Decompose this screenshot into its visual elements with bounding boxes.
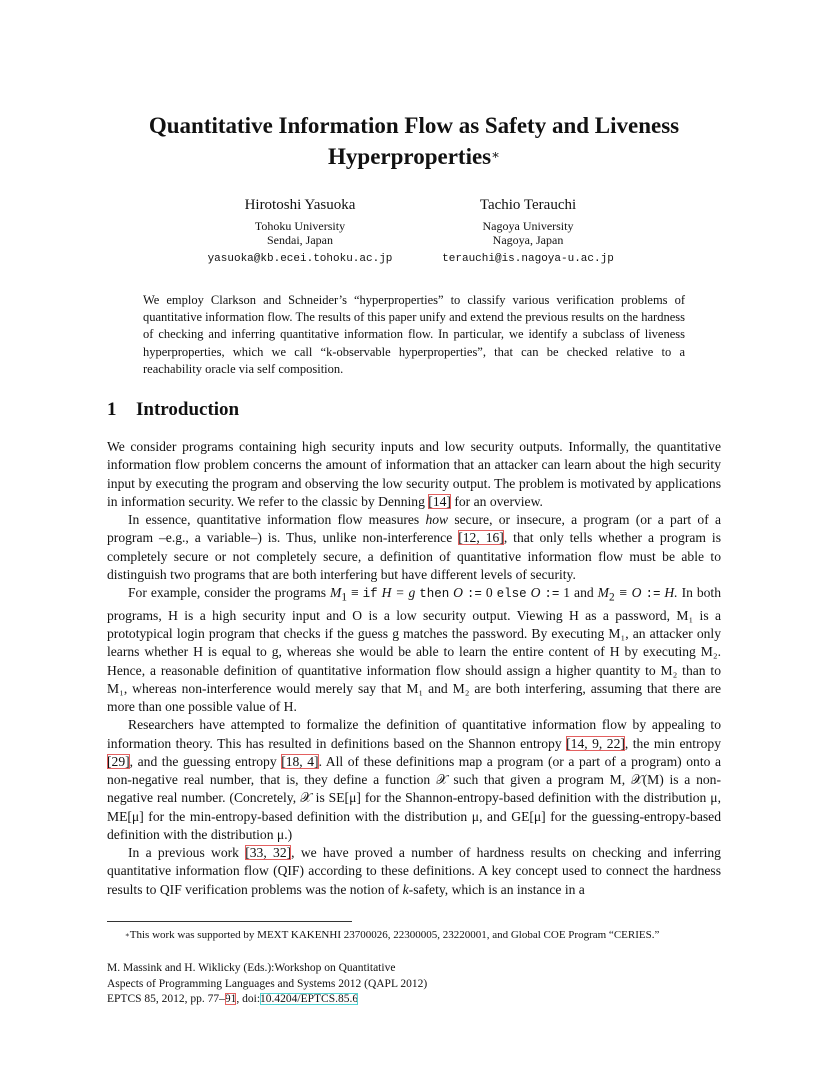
citation-link[interactable]: [33, 32] [245, 845, 292, 861]
text-run: Researchers have attempted to formalize the definition of quantitative information flow by appealing to information theory. This has resulted in definitions based on the Shannon entropy [107, 717, 721, 751]
author-affiliation: Tohoku University [254, 219, 346, 233]
text-run: ≡ [347, 585, 363, 600]
publication-info [107, 961, 427, 1008]
text-run: for an overview. [450, 493, 543, 509]
text-run: . All of these definitions map a program (or a part of a program) onto a non-negative real number, that is, they define a function 𝒳 such that given a program M, 𝒳(M) is a non-negative real number. (Concretely, 𝒳 is SE[μ] for the Shannon-entropy-based definition with the distribution μ, ME[μ] for the min-entropy-based definition with the distribution μ, and GE[μ] for the guessing-entropy-based definition with the distribution μ.) [107, 753, 721, 842]
text-run: , that only tells whether a program is completely secure or not completely secure, a definition of quantitative information flow must be able to distinguish two programs that are both interfering but have different levels of security. [107, 530, 722, 582]
footnote [125, 928, 659, 942]
footnote-text: This work was supported by MEXT KAKENHI 23700026, 22300005, 23220001, and Global COE Program “CERIES.” [129, 929, 660, 941]
abstract-text: We employ Clarkson and Schneider’s “hyperproperties” to classify various verification problems of quantitative information flow. The results of this paper unify and extend the previous results on the hardness of checking and inferring quantitative information flow. In particular, we identify a subclass of liveness hyperproperties, which we call “k-observable hyperproperties”, that can be checked relative to a reachability oracle via self composition. [143, 293, 685, 376]
last-page-link[interactable]: 91 [224, 993, 237, 1005]
code-op: := [645, 587, 661, 601]
text-run: , we have proved a number of hardness results on checking and inferring quantitative information flow (QIF) according to these definitions. A key concept used to connect the hardness results to QIF verification problems was the notion of [107, 845, 721, 897]
citation-link[interactable]: [29] [107, 753, 130, 769]
footnote-divider [107, 921, 352, 922]
text-run: In essence, quantitative information flow measures [128, 512, 426, 527]
author-location: Nagoya, Japan [492, 233, 564, 247]
footnote-mark: ∗ [125, 931, 130, 939]
math-var: O [449, 585, 467, 600]
title-footnote-mark: ∗ [491, 147, 500, 162]
text-run: 0 [481, 585, 497, 600]
paper-title [107, 110, 721, 172]
text-run: and [570, 585, 598, 600]
citation-link[interactable]: [12, 16] [458, 530, 504, 546]
code-keyword: if [362, 587, 378, 601]
text-run: In a previous work [128, 845, 246, 861]
author-email[interactable]: terauchi@is.nagoya-u.ac.jp [442, 253, 614, 265]
paper-title-text: Quantitative Information Flow as Safety and Liveness Hyperproperties [148, 113, 680, 169]
section-number: 1 [107, 399, 117, 420]
author-name: Hirotoshi Yasuoka [244, 197, 356, 213]
paragraph-5 [107, 844, 721, 899]
section-heading [107, 399, 239, 421]
author-name: Tachio Terauchi [479, 197, 577, 213]
math-var: M [330, 585, 342, 600]
math-var: k [402, 881, 409, 897]
emphasis: how [425, 512, 449, 527]
math-expr: ≡ O [614, 585, 646, 600]
pubinfo-line [107, 992, 427, 1008]
paragraph-4 [107, 716, 721, 844]
math-var: H. [660, 585, 678, 600]
text-run: In both programs, H is a high security input and O is a low security output. Viewing H as a password, M₁ is a prototypical login program that checks if the guess g matches the password. By executing M₁, an attacker only learns whether H is equal to g, whereas she would be able to learn the entire content of H by executing M₂. Hence, a reasonable definition of quantitative information flow should assign a higher quantity to M₂ than to M₁, whereas non-interference would merely say that M₁ and M₂ are both interfering, assuming that there are more than one possible value of H. [107, 585, 721, 715]
author-email[interactable]: yasuoka@kb.ecei.tohoku.ac.jp [207, 253, 393, 265]
paragraph-1 [107, 438, 721, 511]
abstract [143, 292, 685, 378]
pubinfo-line: Aspects of Programming Languages and Systems 2012 (QAPL 2012) [107, 977, 428, 990]
code-op: := [466, 587, 482, 601]
code-op: := [544, 587, 560, 601]
code-keyword: then [419, 587, 450, 601]
text-run: secure, or insecure, a program (or a part of a program –e.g., a variable–) is. Thus, unlike non-interference [107, 512, 721, 546]
math-var: M [597, 585, 609, 600]
body-text [107, 438, 721, 899]
author-location: Sendai, Japan [267, 233, 333, 247]
text-run: For example, consider the programs [128, 585, 331, 600]
citation-link[interactable]: [18, 4] [281, 753, 319, 769]
text-run: EPTCS 85, 2012, pp. 77– [107, 993, 225, 1005]
paragraph-3: For example, consider the programs $M_1$ ≡ if H = g then O := 0 else O := 1 and $M_2 \equiv O$ := H. In both programs, H is a high security input and O is a low security output. Viewing H as a password, M₁ is a prototypical login program that checks if the guess g matches the password. By executing M₁, an attacker only learns whether H is equal to g, whereas she would be able to learn the entire content of H by executing M₂. Hence, a reasonable definition of quantitative information flow should assign a higher quantity to M₂ than to M₁, whereas non-interference would merely say that M₁ and M₂ are both interfering, assuming that there are more than one possible value of H. [107, 585, 721, 715]
citation-link[interactable]: [14] [428, 493, 451, 509]
author-block-2 [378, 194, 678, 266]
text-run: , and the guessing entropy [129, 753, 282, 769]
math-expr: H = g [377, 585, 420, 600]
citation-link[interactable]: [14, 9, 22] [566, 735, 625, 751]
text-run: We consider programs containing high security inputs and low security outputs. Informally, the quantitative information flow problem concerns the amount of information that an attacker can learn about the high security input by executing the program and observing the low security output. The problem is motivated by applications in information security. We refer to the classic by Denning [107, 439, 721, 509]
text-run: , the min entropy [624, 735, 721, 751]
text-run: -safety, which is an instance in a [408, 881, 585, 897]
text-run: , doi: [236, 993, 261, 1005]
code-keyword: else [496, 587, 527, 601]
pubinfo-line: M. Massink and H. Wiklicky (Eds.):Workshop on Quantitative [107, 962, 396, 974]
doi-link[interactable]: 10.4204/EPTCS.85.6 [260, 993, 359, 1005]
section-title: Introduction [136, 399, 240, 420]
text-run: 1 [559, 585, 571, 600]
paragraph-2 [107, 511, 721, 584]
math-var: O [526, 585, 545, 600]
author-affiliation: Nagoya University [482, 219, 574, 233]
